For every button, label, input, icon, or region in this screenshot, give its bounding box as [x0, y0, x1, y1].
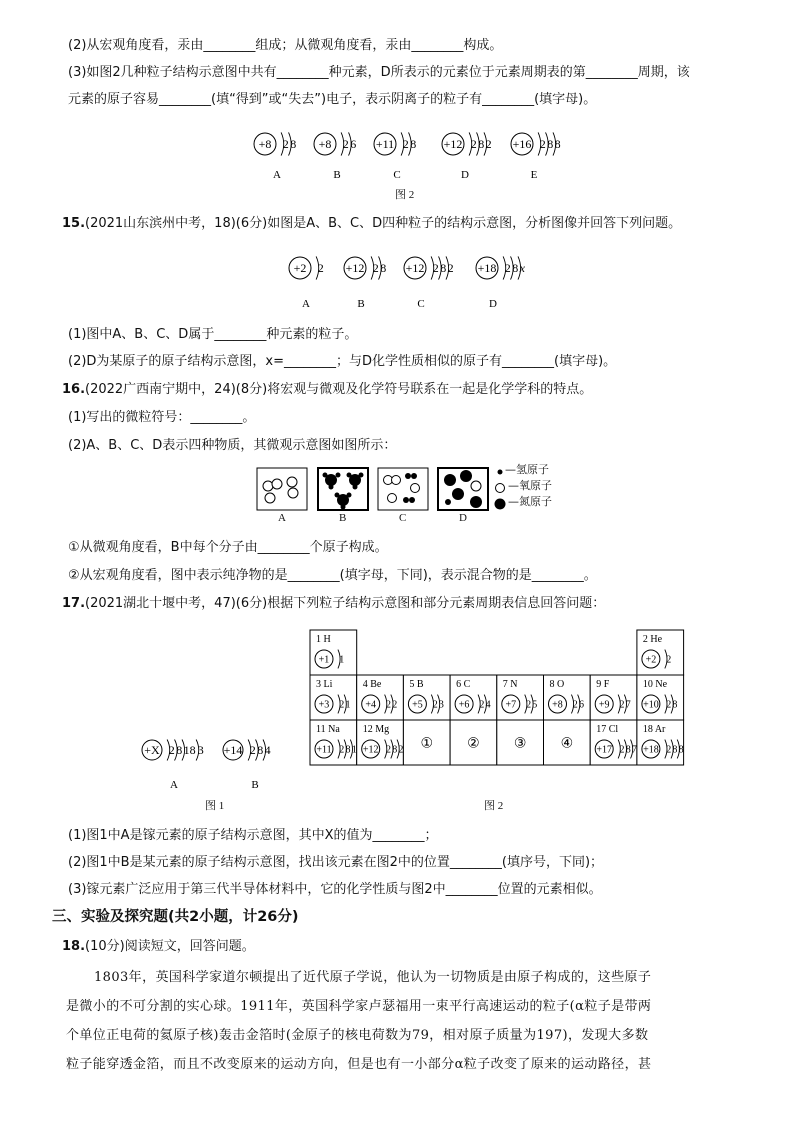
table-cell-period3-7 [637, 720, 684, 765]
q14-atom-d [442, 132, 492, 155]
q15-number: 15. [62, 216, 86, 231]
q15-atom-d [476, 256, 526, 279]
shell-electrons: 2 [619, 744, 625, 756]
shell-electrons: 2 [402, 137, 409, 152]
q16-header [62, 380, 592, 400]
q16-header-text: (2022广西南宁期中，24)(8分)将宏观与微观及化学符号联系在一起是化学学科的特点。 [85, 382, 593, 397]
shell-electrons: 8 [512, 261, 519, 276]
shell-electrons: 1 [345, 699, 351, 711]
element-name: 3 Li [316, 679, 333, 690]
shell-electrons: 2 [339, 699, 345, 711]
shell-electrons: 8 [672, 699, 678, 711]
q18-header [62, 937, 255, 957]
q14-atom-a [254, 132, 296, 155]
shell-electrons: 8 [290, 137, 297, 152]
q17-sub1: (1)图1中A是镓元素的原子结构示意图，其中X的值为________； [68, 828, 438, 843]
position-mark: ④ [560, 736, 574, 752]
shell-electrons: 8 [176, 743, 183, 758]
table-cell-period2-7 [637, 675, 684, 720]
q14-label-e: E [530, 169, 538, 181]
table-cell-period2-4 [497, 675, 544, 720]
nucleus-charge: +4 [365, 699, 377, 711]
nucleus-charge: +16 [512, 137, 532, 152]
q16-s2: ②从宏观角度看，图中表示纯净物的是________(填字母，下同)，表示混合物的是________。 [68, 568, 597, 583]
shell-electrons: 2 [479, 699, 485, 711]
q14-sub2: (2)从宏观角度看，汞由________组成；从微观角度看，汞由________构成。 [68, 38, 503, 53]
element-name: 2 He [642, 634, 663, 645]
q15-atom-c [404, 256, 454, 279]
q18-header-text: (10分)阅读短文，回答问题。 [85, 939, 255, 954]
shell-electrons: 2 [385, 699, 391, 711]
table-cell-period2-3 [450, 675, 497, 720]
shell-electrons: 8 [380, 261, 387, 276]
nucleus-charge: +9 [598, 699, 610, 711]
q15-atom-a [289, 256, 324, 279]
shell-electrons: 8 [345, 744, 351, 756]
nucleus-charge: +1 [318, 654, 330, 666]
position-mark: ① [420, 736, 434, 752]
nucleus-charge: +18 [643, 744, 659, 756]
q15-sub1: (1)图中A、B、C、D属于________种元素的粒子。 [68, 327, 358, 342]
q17-fig1-label-a: A [170, 779, 178, 791]
table-cell-period2-2 [403, 675, 450, 720]
q15-label-d: D [489, 298, 497, 310]
nucleus-charge: +6 [458, 699, 470, 711]
q14-sub3-line1: (3)如图2几种粒子结构示意图中共有________种元素，D所表示的元素位于元素周期表的第________周期，该 [68, 65, 690, 80]
q17-sub3: (3)镓元素广泛应用于第三代半导体材料中，它的化学性质与图2中________位置的元素相似。 [68, 882, 602, 897]
element-name: 11 Na [316, 724, 340, 735]
q14-label-d: D [461, 169, 469, 181]
element-name: 17 Cl [596, 724, 619, 735]
table-cell-period3-0 [310, 720, 357, 765]
shell-electrons: 2 [282, 137, 289, 152]
shell-electrons: 4 [264, 743, 271, 758]
shell-electrons: 2 [666, 699, 672, 711]
q16-box-a [257, 468, 307, 510]
position-mark: ② [467, 736, 480, 752]
nucleus-charge: +12 [345, 261, 365, 276]
shell-electrons: 8 [547, 137, 554, 152]
shell-electrons: 2 [432, 699, 438, 711]
shell-electrons: 6 [350, 137, 357, 152]
element-name: 18 Ar [642, 724, 666, 735]
nucleus-charge: +12 [405, 261, 425, 276]
q14-label-c: C [393, 169, 401, 181]
nucleus-charge: +11 [375, 137, 395, 152]
q18-para-line4: 粒子能穿透金箔，而且不改变原来的运动方向，但是也有一小部分α粒子改变了原来的运动路径，甚 [66, 1057, 652, 1072]
q14-label-b: B [333, 169, 341, 181]
shell-electrons: 2 [572, 699, 578, 711]
shell-electrons: 18 [183, 743, 196, 758]
element-name: 8 O [549, 679, 565, 690]
shell-electrons: 6 [578, 699, 584, 711]
shell-electrons: 2 [526, 699, 532, 711]
shell-electrons: x [519, 261, 525, 276]
nucleus-charge: +14 [223, 743, 243, 758]
shell-electrons: 2 [432, 261, 439, 276]
q17-fig1-label-b: B [251, 779, 259, 791]
shell-electrons: 8 [478, 137, 485, 152]
q14-atom-e [511, 132, 561, 155]
q17-fig2-caption: 图 2 [484, 800, 504, 812]
element-name: 4 Be [362, 679, 382, 690]
shell-electrons: 2 [447, 261, 454, 276]
q16-number: 16. [62, 382, 86, 397]
shell-electrons: 3 [438, 699, 444, 711]
q15-header [62, 214, 681, 234]
shell-electrons: 2 [666, 654, 672, 666]
shell-electrons: 2 [619, 699, 625, 711]
shell-electrons: 8 [625, 744, 631, 756]
shell-electrons: 8 [410, 137, 417, 152]
nucleus-charge: +7 [505, 699, 517, 711]
shell-electrons: 7 [625, 699, 631, 711]
q18-para-line2: 是微小的不可分割的实心球。1911年，英国科学家卢瑟福用一束平行高速运动的粒子(α粒子是带两 [66, 999, 652, 1014]
table-cell-period3-6 [590, 720, 637, 765]
nucleus-charge: +8 [318, 137, 332, 152]
q15-label-c: C [417, 298, 425, 310]
q18-para-line3: 个单位正电荷的氦原子核)轰击金箔时(金原子的核电荷数为79，相对原子质量为197)，发现大多数 [66, 1028, 649, 1043]
element-name: 9 F [596, 679, 610, 690]
shell-electrons: 4 [485, 699, 491, 711]
q16-box-b [318, 468, 368, 510]
element-name: 7 N [502, 679, 518, 690]
q16-legend-o: —氧原子 [508, 479, 552, 492]
nucleus-charge: +5 [412, 699, 423, 711]
table-cell-period2-1 [357, 675, 404, 720]
table-cell-period3-5 [544, 720, 591, 765]
table-cell-period3-4 [497, 720, 544, 765]
shell-electrons: 8 [440, 261, 447, 276]
q16-molecule-diagram [0, 462, 794, 532]
q17-header-text: (2021湖北十堰中考，47)(6分)根据下列粒子结构示意图和部分元素周期表信息回答问题： [85, 596, 606, 611]
shell-electrons: 7 [631, 744, 637, 756]
table-cell-period2-6 [590, 675, 637, 720]
q16-label-d: D [459, 512, 467, 524]
shell-electrons: 8 [392, 744, 398, 756]
shell-electrons: 8 [554, 137, 561, 152]
q17-periodic-table [0, 628, 794, 808]
element-name: 6 C [456, 679, 471, 690]
nucleus-charge: +11 [316, 744, 332, 756]
q14-atom-b [314, 132, 356, 155]
section-3-heading: 三、实验及探究题(共2小题，计26分) [52, 909, 299, 925]
q15-atom-b [344, 256, 386, 279]
nucleus-charge: +3 [318, 699, 330, 711]
nucleus-charge: +2 [293, 261, 307, 276]
q14-label-a: A [273, 169, 281, 181]
shell-electrons: 2 [485, 137, 492, 152]
shell-electrons: 3 [197, 743, 204, 758]
nucleus-charge: +18 [477, 261, 497, 276]
q18-para-line1: 1803年，英国科学家道尔顿提出了近代原子学说，他认为一切物质是由原子构成的，这些原子 [94, 970, 652, 985]
table-cell-period2-5 [544, 675, 591, 720]
table-cell-period3-1 [357, 720, 404, 765]
q16-sub2: (2)A、B、C、D表示四种物质，其微观示意图如图所示： [68, 438, 397, 453]
nucleus-charge: +12 [443, 137, 463, 152]
shell-electrons: 8 [678, 744, 684, 756]
shell-electrons: 2 [385, 744, 391, 756]
q17-header [62, 594, 605, 614]
q16-legend-h: —氢原子 [505, 463, 549, 476]
shell-electrons: 8 [257, 743, 264, 758]
q15-label-b: B [357, 298, 365, 310]
nucleus-charge: +2 [645, 654, 657, 666]
table-cell-period3-3 [450, 720, 497, 765]
q14-sub3-line2: 元素的原子容易________(填“得到”或“失去”)电子，表示阴离子的粒子有________(填字母)。 [68, 92, 597, 107]
q15-label-a: A [302, 298, 310, 310]
q16-label-c: C [399, 512, 407, 524]
q16-sub1: (1)写出的微粒符号：________。 [68, 410, 256, 425]
table-cell-period3-2 [403, 720, 450, 765]
q16-legend [495, 470, 506, 510]
q14-atom-c [374, 132, 416, 155]
shell-electrons: 2 [342, 137, 349, 152]
shell-electrons: 2 [372, 261, 379, 276]
shell-electrons: 1 [339, 654, 345, 666]
q14-fig-caption: 图 2 [395, 189, 415, 201]
q15-sub2: (2)D为某原子的原子结构示意图，x=________；与D化学性质相似的原子有________(填字母)。 [68, 354, 617, 369]
shell-electrons: 2 [339, 744, 345, 756]
position-mark: ③ [513, 736, 527, 752]
shell-electrons: 5 [532, 699, 538, 711]
shell-electrons: 2 [539, 137, 546, 152]
shell-electrons: 2 [504, 261, 511, 276]
nucleus-charge: +17 [596, 744, 613, 756]
q16-box-d [438, 468, 488, 510]
shell-electrons: 2 [470, 137, 477, 152]
nucleus-charge: +8 [258, 137, 272, 152]
q15-atom-diagrams [0, 250, 794, 320]
q16-legend-n: —氮原子 [508, 495, 552, 508]
q16-box-c [378, 468, 428, 510]
shell-electrons: 2 [392, 699, 398, 711]
element-name: 5 B [409, 679, 424, 690]
q16-label-b: B [339, 512, 347, 524]
element-name: 1 H [316, 634, 331, 645]
table-cell-he [637, 630, 684, 675]
shell-electrons: 1 [351, 744, 357, 756]
q18-number: 18. [62, 939, 86, 954]
q17-fig1-caption: 图 1 [205, 800, 225, 812]
nucleus-charge: +8 [552, 699, 563, 711]
shell-electrons: 2 [398, 744, 404, 756]
shell-electrons: 2 [666, 744, 672, 756]
element-name: 12 Mg [362, 724, 390, 735]
shell-electrons: 2 [249, 743, 256, 758]
q17-sub2: (2)图1中B是某元素的原子结构示意图，找出该元素在图2中的位置________(填序号，下同)； [68, 855, 604, 870]
q15-header-text: (2021山东滨州中考，18)(6分)如图是A、B、C、D四种粒子的结构示意图，分析图像并回答下列问题。 [85, 216, 682, 231]
q16-s1: ①从微观角度看，B中每个分子由________个原子构成。 [68, 540, 388, 555]
q16-label-a: A [278, 512, 286, 524]
element-name: 10 Ne [642, 679, 668, 690]
nucleus-charge: +10 [643, 699, 659, 711]
table-cell-h [310, 630, 357, 675]
nucleus-charge: +X [144, 743, 160, 758]
shell-electrons: 8 [672, 744, 678, 756]
table-cell-period2-0 [310, 675, 357, 720]
shell-electrons: 2 [317, 261, 324, 276]
q17-number: 17. [62, 596, 86, 611]
nucleus-charge: +12 [362, 744, 379, 756]
shell-electrons: 2 [168, 743, 175, 758]
